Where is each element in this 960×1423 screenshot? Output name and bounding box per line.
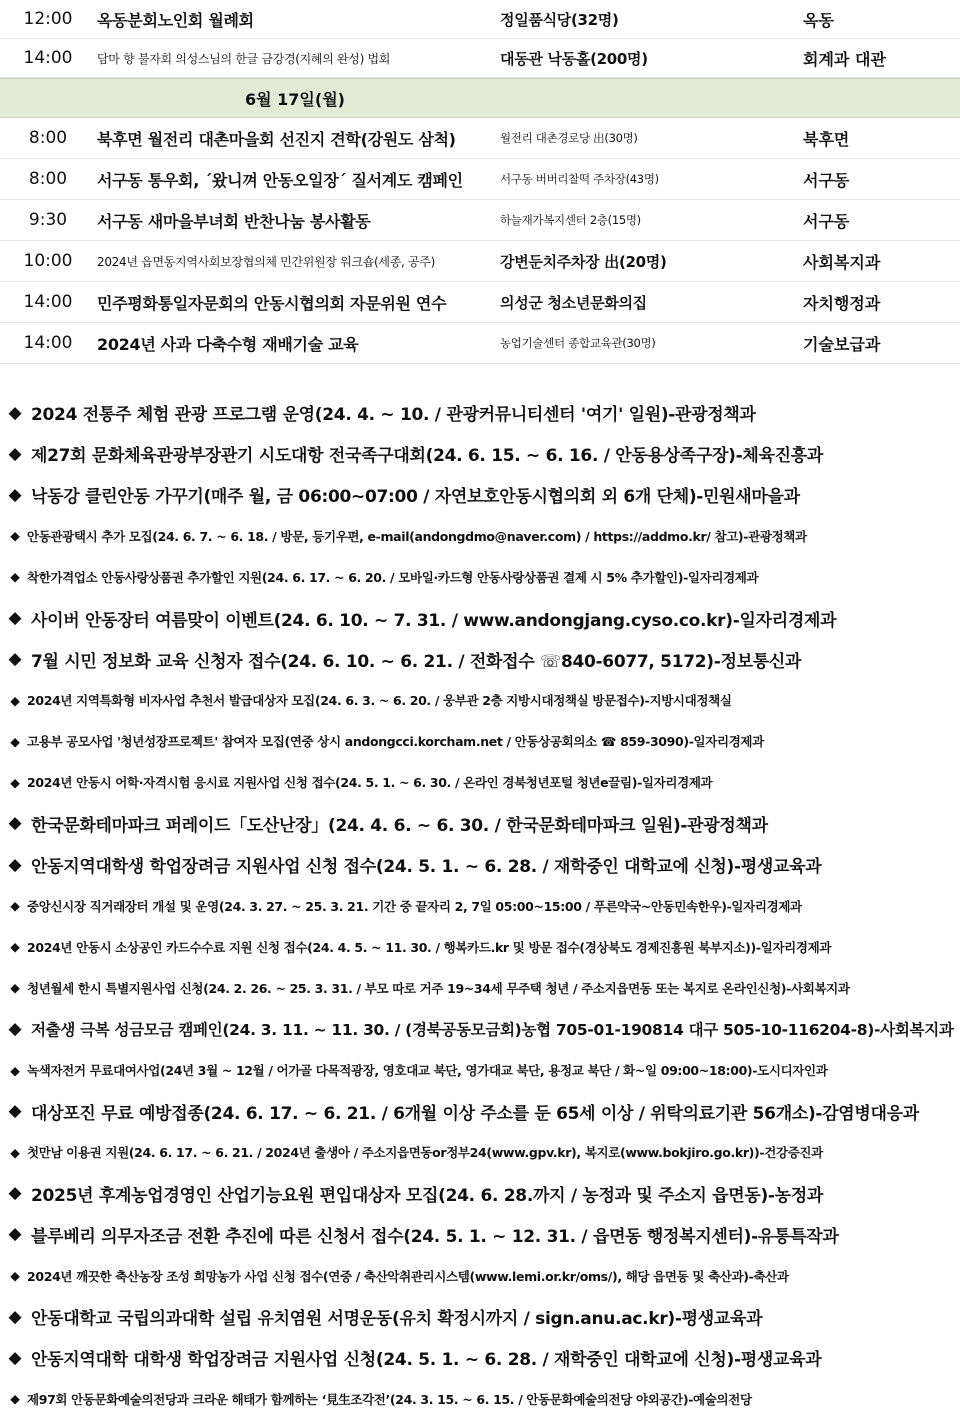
notice-text: 안동대학교 국립의과대학 설립 유치염원 서명운동(유치 확정시까지 / sign.anu.ac.kr)-평생교육과: [31, 1309, 763, 1330]
diamond-bullet-icon: ◆: [10, 528, 20, 544]
notice-item: [0, 597, 960, 638]
notice-text: 녹색자전거 무료대여사업(24년 3월 ~ 12월 / 어가골 다목적광장, 영호대교 북단, 영가대교 북단, 용정교 북단 / 화~일 09:00~18:00)-도시디자인과: [27, 1063, 828, 1079]
notice-text: 고용부 공모사업 '청년성장프로젝트' 참여자 모집(연중 상시 andongcci.korcham.net / 안동상공회의소 ☎ 859-3090)-일자리경제과: [27, 734, 764, 750]
diamond-bullet-icon: ◆: [8, 1183, 22, 1204]
schedule-time: 8:00: [28, 169, 68, 189]
notice-item: [0, 967, 960, 1008]
schedule-event: 서구동 통우회, ´왔니껴 안동오일장´ 질서계도 캠페인: [97, 170, 463, 190]
schedule-place: 정일품식당(32명): [500, 10, 619, 29]
schedule-row: [0, 118, 960, 159]
notice-text: 한국문화테마파크 퍼레이드「도산난장」(24. 4. 6. ~ 6. 30. / 한국문화테마파크 일원)-관광정책과: [31, 815, 768, 836]
notice-item: [0, 1008, 960, 1049]
notice-text: 대상포진 무료 예방접종(24. 6. 17. ~ 6. 21. / 6개월 이상 주소를 둔 65세 이상 / 위탁의료기관 56개소)-감염병대응과: [31, 1103, 919, 1124]
notice-text: 제97회 안동문화예술의전당과 크라운 해태가 함께하는 ‘見生조각전’(24. 3. 15. ~ 6. 15. / 안동문화예술의전당 야외공간)-예술의전당: [27, 1391, 752, 1407]
schedule-place: 월전리 대촌경로당 出(30명): [500, 131, 638, 145]
notice-text: 2024년 지역특화형 비자사업 추천서 발급대상자 모집(24. 6. 3. ~ 6. 20. / 웅부관 2층 지방시대정책실 방문접수)-지방시대정책실: [27, 693, 732, 709]
notice-item: [0, 639, 960, 680]
notice-text: 제27회 문화체육관광부장관기 시도대항 전국족구대회(24. 6. 15. ~ 6. 16. / 안동용상족구장)-체육진흥과: [31, 446, 823, 467]
schedule-event: 서구동 새마을부녀회 반찬나눔 봉사활동: [97, 211, 371, 231]
diamond-bullet-icon: ◆: [8, 854, 22, 875]
schedule-rows-before: [0, 0, 960, 78]
diamond-bullet-icon: ◆: [10, 569, 20, 585]
notice-item: [0, 515, 960, 556]
day-header: 6월 17일(월): [0, 78, 960, 118]
notice-text: 사이버 안동장터 여름맞이 이벤트(24. 6. 10. ~ 7. 31. / www.andongjang.cyso.co.kr)-일자리경제과: [31, 610, 837, 631]
diamond-bullet-icon: ◆: [8, 484, 22, 505]
schedule-event: 옥동분회노인회 월례회: [97, 10, 254, 30]
notice-text: 2024년 안동시 어학·자격시험 응시료 지원사업 신청 접수(24. 5. 1. ~ 6. 30. / 온라인 경북청년포털 청년e끌림)-일자리경제과: [27, 775, 713, 791]
diamond-bullet-icon: ◆: [8, 1018, 22, 1039]
diamond-bullet-icon: ◆: [8, 402, 22, 423]
notice-text: 안동지역대학 대학생 학업장려금 지원사업 신청(24. 5. 1. ~ 6. 28. / 재학중인 대학교에 신청)-평생교육과: [31, 1350, 822, 1371]
notice-text: 중앙신시장 직거래장터 개설 및 운영(24. 3. 27. ~ 25. 3. 21. 기간 중 끝자리 2, 7일 05:00~15:00 / 푸른약국~안동민속한우)-일자리경제과: [27, 898, 802, 914]
diamond-bullet-icon: ◆: [10, 1144, 20, 1160]
schedule-time: 8:00: [28, 128, 68, 148]
notice-text: 저출생 극복 성금모금 캠페인(24. 3. 11. ~ 11. 30. / (경북공동모금회)농협 705-01-190814 대구 505-10-116204-8)-사회복지과: [31, 1020, 954, 1039]
notice-text: 낙동강 클린안동 가꾸기(매주 월, 금 06:00~07:00 / 자연보호안동시협의회 외 6개 단체)-민원새마을과: [31, 487, 800, 508]
diamond-bullet-icon: ◆: [8, 1306, 22, 1327]
schedule-event: 북후면 월전리 대촌마을회 선진지 견학(강원도 삼척): [97, 129, 456, 149]
notice-list: [0, 392, 960, 1419]
schedule-rows-after: [0, 118, 960, 364]
notice-text: 7월 시민 정보화 교육 신청자 접수(24. 6. 10. ~ 6. 21. / 전화접수 ☏840-6077, 5172)-정보통신과: [31, 651, 802, 672]
diamond-bullet-icon: ◆: [8, 443, 22, 464]
notice-item: [0, 1337, 960, 1378]
diamond-bullet-icon: ◆: [10, 939, 20, 955]
diamond-bullet-icon: ◆: [10, 1391, 20, 1407]
notice-item: [0, 1173, 960, 1214]
notice-item: [0, 885, 960, 926]
schedule-time: 14:00: [23, 292, 73, 312]
notice-item: [0, 392, 960, 433]
schedule-dept: 서구동: [803, 211, 850, 231]
notice-item: [0, 1050, 960, 1091]
notice-item: [0, 1091, 960, 1132]
notice-item: [0, 1255, 960, 1296]
schedule-row: [0, 282, 960, 323]
notice-item: [0, 803, 960, 844]
notice-item: [0, 1132, 960, 1173]
diamond-bullet-icon: ◆: [8, 649, 22, 670]
schedule-row: [0, 200, 960, 241]
notice-text: 2024년 깨끗한 축산농장 조성 희망농가 사업 신청 접수(연중 / 축산악취관리시스템(www.lemi.or.kr/oms/), 해당 읍면동 및 축산과)-축산과: [27, 1268, 789, 1284]
schedule-event: 2024년 읍면동지역사회보장협의체 민간위원장 워크숍(세종, 공주): [97, 254, 435, 269]
schedule-row: [0, 39, 960, 78]
notice-text: 안동관광택시 추가 모집(24. 6. 7. ~ 6. 18. / 방문, 등기우편, e-mail(andongdmo@naver.com) / https://addmo.kr/ 참고)-관광정책과: [27, 528, 807, 544]
notice-text: 청년월세 한시 특별지원사업 신청(24. 2. 26. ~ 25. 3. 31. / 부모 따로 거주 19~34세 무주택 청년 / 주소지읍면동 또는 복지로 온라인신청)-사회복지과: [27, 980, 850, 996]
schedule-place: 강변둔치주차장 出(20명): [500, 252, 667, 271]
diamond-bullet-icon: ◆: [10, 898, 20, 914]
schedule-place: 농업기술센터 종합교육관(30명): [500, 336, 656, 350]
schedule-place: 하늘재가복지센터 2층(15명): [500, 213, 641, 227]
diamond-bullet-icon: ◆: [10, 1268, 20, 1284]
schedule-dept: 자치행정과: [803, 293, 881, 313]
schedule-time: 12:00: [23, 9, 73, 29]
notice-item: [0, 844, 960, 885]
diamond-bullet-icon: ◆: [8, 1101, 22, 1122]
schedule-row: [0, 0, 960, 39]
diamond-bullet-icon: ◆: [8, 608, 22, 629]
diamond-bullet-icon: ◆: [10, 733, 20, 749]
schedule-time: 9:30: [28, 210, 68, 230]
schedule-time: 10:00: [23, 251, 73, 271]
notice-text: 2024 전통주 체험 관광 프로그램 운영(24. 4. ~ 10. / 관광커뮤니티센터 '여기' 일원)-관광정책과: [31, 405, 756, 426]
notice-item: [0, 1296, 960, 1337]
notice-item: [0, 762, 960, 803]
notice-item: [0, 680, 960, 721]
diamond-bullet-icon: ◆: [8, 1224, 22, 1245]
schedule-table: [0, 0, 960, 364]
notice-item: [0, 926, 960, 967]
diamond-bullet-icon: ◆: [10, 692, 20, 708]
notice-item: [0, 474, 960, 515]
schedule-row: [0, 323, 960, 364]
schedule-place: 대동관 낙동홀(200명): [500, 49, 648, 68]
schedule-dept: 기술보급과: [803, 334, 881, 354]
notice-item: [0, 1214, 960, 1255]
notice-text: 블루베리 의무자조금 전환 추진에 따른 신청서 접수(24. 5. 1. ~ 12. 31. / 읍면동 행정복지센터)-유통특작과: [31, 1226, 839, 1247]
schedule-time: 14:00: [23, 333, 73, 353]
diamond-bullet-icon: ◆: [10, 774, 20, 790]
schedule-dept: 회계과 대관: [803, 49, 886, 69]
schedule-event: 담마 향 불자회 의성스님의 한글 금강경(지혜의 완성) 법회: [97, 51, 391, 66]
notice-text: 첫만남 이용권 지원(24. 6. 17. ~ 6. 21. / 2024년 출생아 / 주소지읍면동or정부24(www.gpv.kr), 복지로(www.bokjiro.go.kr))-건강증진과: [27, 1145, 823, 1161]
schedule-dept: 사회복지과: [803, 252, 881, 272]
schedule-dept: 북후면: [803, 129, 850, 149]
notice-text: 2024년 안동시 소상공인 카드수수료 지원 신청 접수(24. 4. 5. ~ 11. 30. / 행복카드.kr 및 방문 접수(경상북도 경제진흥원 북부지소))-일자리경제과: [27, 939, 832, 955]
schedule-row: [0, 241, 960, 282]
schedule-event: 2024년 사과 다축수형 재배기술 교육: [97, 334, 359, 354]
schedule-place: 서구동 버버리찰떡 주차장(43명): [500, 172, 659, 186]
diamond-bullet-icon: ◆: [8, 813, 22, 834]
schedule-place: 의성군 청소년문화의집: [500, 293, 647, 312]
notice-item: [0, 433, 960, 474]
diamond-bullet-icon: ◆: [10, 980, 20, 996]
notice-text: 안동지역대학생 학업장려금 지원사업 신청 접수(24. 5. 1. ~ 6. 28. / 재학중인 대학교에 신청)-평생교육과: [31, 857, 822, 878]
schedule-dept: 서구동: [803, 170, 850, 190]
schedule-row: [0, 159, 960, 200]
schedule-time: 14:00: [23, 48, 73, 68]
schedule-event: 민주평화통일자문회의 안동시협의회 자문위원 연수: [97, 293, 447, 313]
notice-item: [0, 556, 960, 597]
schedule-dept: 옥동: [803, 10, 834, 30]
notice-item: [0, 721, 960, 762]
diamond-bullet-icon: ◆: [10, 1062, 20, 1078]
notice-text: 2025년 후계농업경영인 산업기능요원 편입대상자 모집(24. 6. 28.까지 / 농정과 및 주소지 읍면동)-농정과: [31, 1185, 824, 1206]
diamond-bullet-icon: ◆: [8, 1347, 22, 1368]
notice-text: 착한가격업소 안동사랑상품권 추가할인 지원(24. 6. 17. ~ 6. 20. / 모바일·카드형 안동사랑상품권 결제 시 5% 추가할인)-일자리경제과: [27, 569, 759, 585]
notice-item: [0, 1378, 960, 1419]
